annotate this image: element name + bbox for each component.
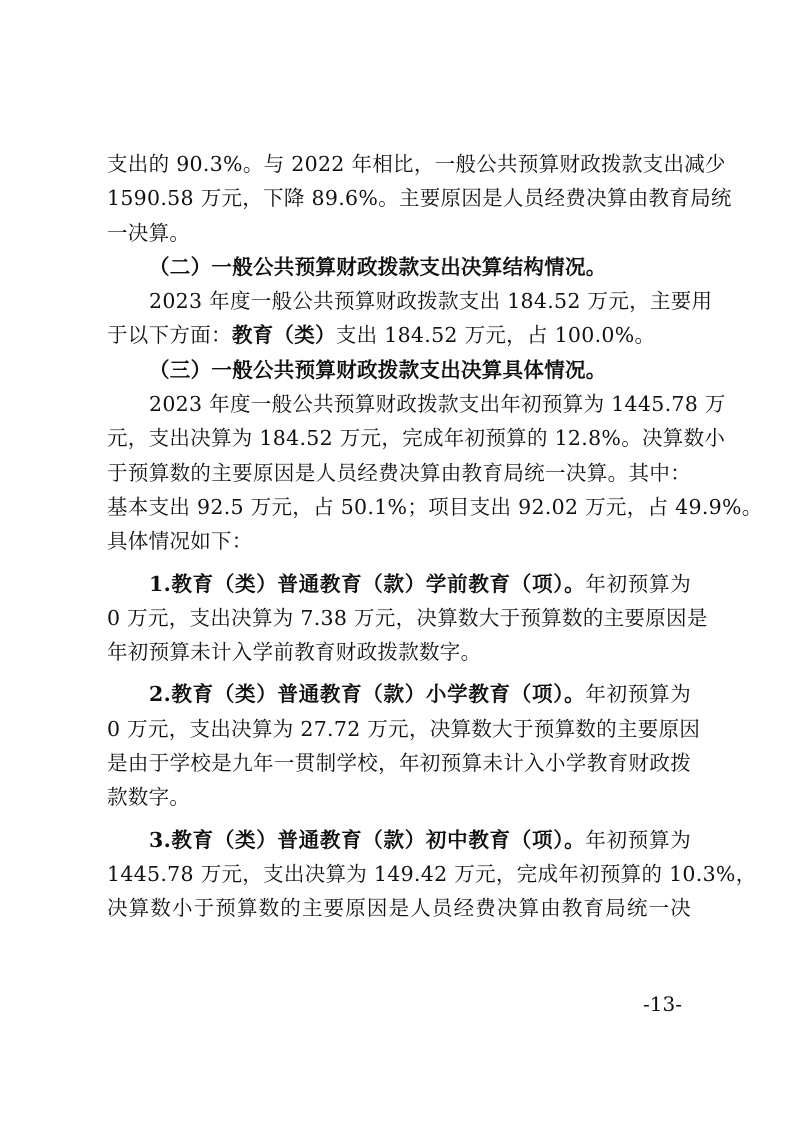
text-line: 2023 年度一般公共预算财政拨款支出 184.52 万元，主要用 — [149, 289, 713, 314]
text-line: 0 万元，支出决算为 7.38 万元，决算数大于预算数的主要原因是 — [107, 605, 708, 630]
text-line: 基本支出 92.5 万元，占 50.1%；项目支出 92.02 万元，占 49.9%。 — [107, 494, 763, 519]
text-line: 0 万元，支出决算为 27.72 万元，决算数大于预算数的主要原因 — [107, 716, 701, 741]
text-line — [107, 318, 691, 352]
text-line: 具体情况如下： — [107, 529, 253, 554]
text-line: 是由于学校是九年一贯制学校，年初预算未计入小学教育财政拨 — [107, 751, 691, 776]
text-line — [107, 677, 691, 711]
section-heading-3: （三）一般公共预算财政拨款支出决算具体情况。 — [149, 357, 607, 382]
text-line: 1445.78 万元，支出决算为 149.42 万元，完成年初预算的 10.3%， — [107, 861, 757, 886]
text-line: 1590.58 万元，下降 89.6%。主要原因是人员经费决算由教育局统 — [107, 186, 732, 211]
text-line: 年初预算未计入学前教育财政拨款数字。 — [107, 640, 482, 665]
bold-term: 教育（类） — [231, 323, 336, 348]
item-heading-1: 1.教育（类）普通教育（款）学前教育（项）。 — [149, 571, 586, 596]
text-line: 元，支出决算为 184.52 万元，完成年初预算的 12.8%。决算数小 — [107, 426, 726, 451]
text-line — [107, 823, 691, 857]
text-line — [107, 567, 691, 601]
text-line: 一决算。 — [107, 220, 191, 245]
page-number: -13- — [643, 992, 682, 1016]
document-body — [107, 147, 763, 926]
section-heading-2: （二）一般公共预算财政拨款支出决算结构情况。 — [149, 254, 607, 279]
text-span: 年初预算为 — [585, 571, 691, 596]
item-heading-3: 3.教育（类）普通教育（款）初中教育（项）。 — [149, 827, 586, 852]
text-line: 2023 年度一般公共预算财政拨款支出年初预算为 1445.78 万 — [149, 392, 726, 417]
text-line: 支出的 90.3%。与 2022 年相比，一般公共预算财政拨款支出减少 — [107, 152, 726, 176]
text-span: 年初预算为 — [585, 827, 691, 852]
item-heading-2: 2.教育（类）普通教育（款）小学教育（项）。 — [149, 682, 586, 707]
text-span: 于以下方面： — [107, 323, 232, 348]
text-span: 支出 184.52 万元，占 100.0%。 — [335, 323, 656, 348]
text-span: 年初预算为 — [585, 682, 691, 707]
text-line: 于预算数的主要原因是人员经费决算由教育局统一决算。其中： — [107, 460, 691, 485]
text-line: 款数字。 — [107, 785, 191, 810]
text-line: 决算数小于预算数的主要原因是人员经费决算由教育局统一决 — [107, 896, 691, 921]
